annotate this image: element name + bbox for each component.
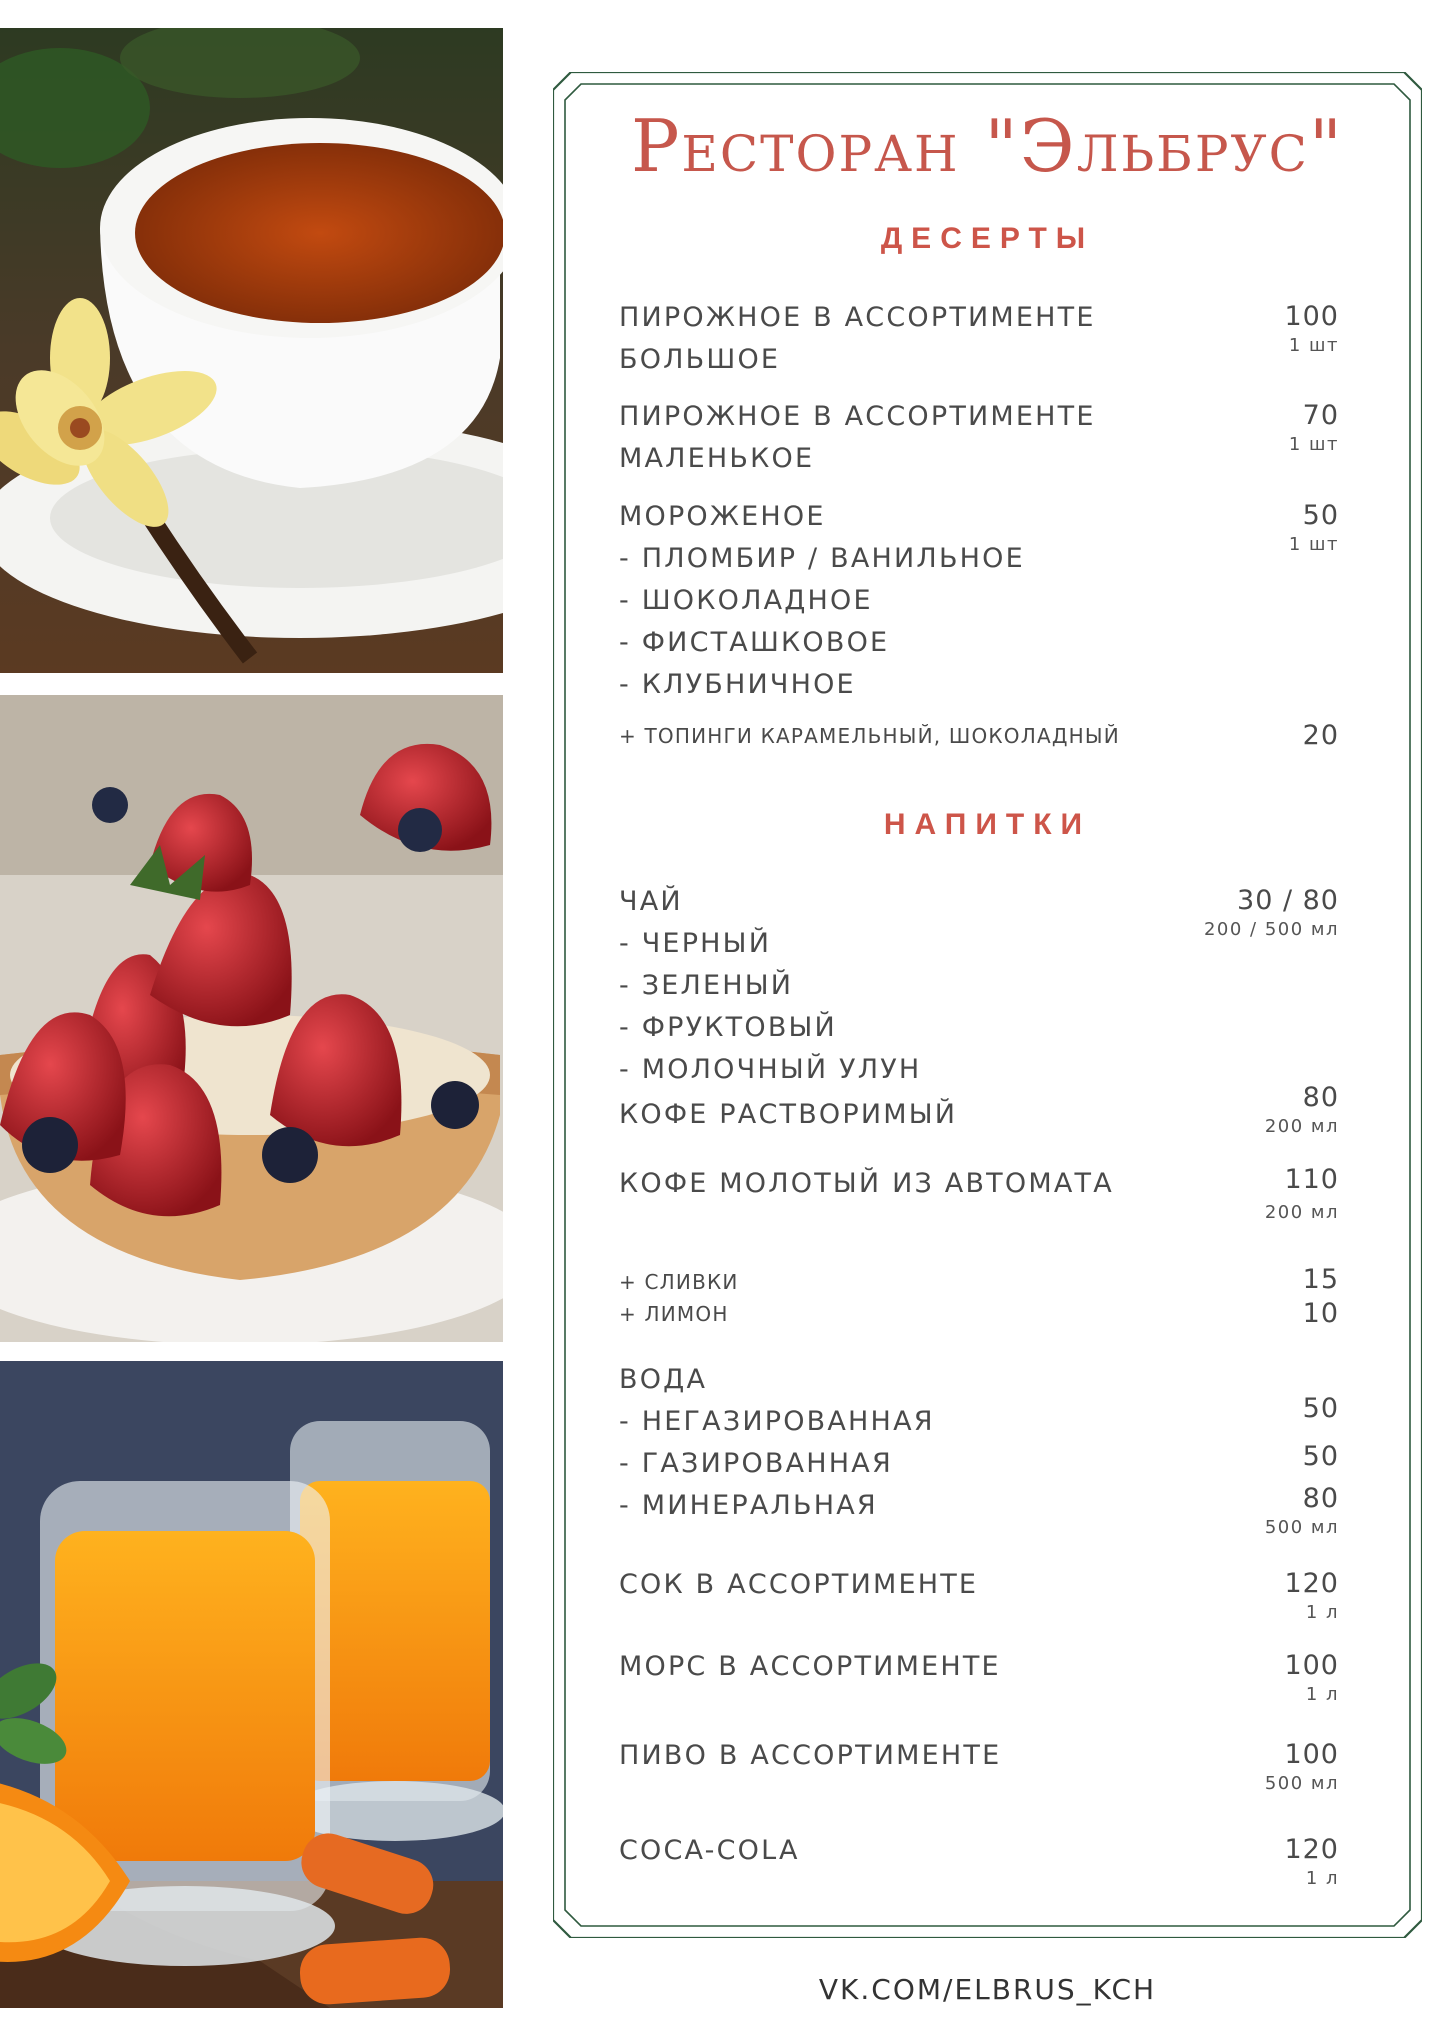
item-unit: 1 л <box>1305 1684 1339 1705</box>
item-name-line: - ФРУКТОВЫЙ <box>619 1012 837 1043</box>
orange-juice-photo <box>0 1361 503 2008</box>
item-price: 50 <box>1302 500 1339 531</box>
item-price: 10 <box>1302 1298 1339 1329</box>
menu-item <box>619 297 1339 381</box>
item-price: 120 <box>1284 1834 1339 1865</box>
item-name-line: + ЛИМОН <box>619 1302 729 1326</box>
item-name-line: ЧАЙ <box>619 886 683 917</box>
menu-item <box>619 1646 1339 1705</box>
item-price-block <box>1289 396 1339 454</box>
item-name-line: - ФИСТАШКОВОЕ <box>619 627 890 658</box>
item-name-line: СОК В АССОРТИМЕНТЕ <box>619 1569 979 1600</box>
item-price-block <box>1284 1564 1339 1622</box>
item-name-line: - ГАЗИРОВАННАЯ <box>619 1448 893 1479</box>
item-name-line: - ПЛОМБИР / ВАНИЛЬНОЕ <box>619 543 1025 574</box>
item-name-line: КОФЕ МОЛОТЫЙ ИЗ АВТОМАТА <box>619 1168 1114 1199</box>
item-name-line: ПИРОЖНОЕ В АССОРТИМЕНТЕ <box>619 302 1096 333</box>
item-unit: 500 мл <box>1264 1517 1339 1538</box>
item-name-line: БОЛЬШОЕ <box>619 344 781 375</box>
item-name-line: ПИВО В АССОРТИМЕНТЕ <box>619 1740 1002 1771</box>
item-name-line: ПИРОЖНОЕ В АССОРТИМЕНТЕ <box>619 401 1096 432</box>
item-price: 100 <box>1284 301 1339 332</box>
item-name-line: - НЕГАЗИРОВАННАЯ <box>619 1406 935 1437</box>
item-price: 80 <box>1302 1483 1339 1514</box>
menu-item <box>619 1082 1339 1137</box>
strawberry-tart-photo <box>0 695 503 1342</box>
item-name-line: МОРС В АССОРТИМЕНТЕ <box>619 1651 1001 1682</box>
item-price: 50 <box>1302 1393 1339 1424</box>
menu-item <box>619 1393 1339 1443</box>
item-price-block <box>1284 1646 1339 1704</box>
item-unit: 1 шт <box>1288 534 1339 555</box>
item-name-line: - МИНЕРАЛЬНАЯ <box>619 1490 878 1521</box>
item-unit: 200 мл <box>1264 1202 1339 1223</box>
item-name-line: КОФЕ РАСТВОРИМЫЙ <box>619 1099 958 1130</box>
item-unit: 200 / 500 мл <box>1203 919 1339 940</box>
section-title-desserts: ДЕСЕРТЫ <box>880 222 1095 255</box>
item-price: 50 <box>1302 1441 1339 1472</box>
menu-item <box>619 1830 1339 1889</box>
restaurant-title: Ресторан "Эльбрус" <box>630 104 1345 188</box>
item-price-block <box>1284 1830 1339 1888</box>
item-price-block <box>1284 297 1339 355</box>
item-price-block <box>1303 716 1339 756</box>
item-price: 80 <box>1302 1082 1339 1113</box>
item-name-line: - ЧЕРНЫЙ <box>619 928 772 959</box>
item-name-line: МАЛЕНЬКОЕ <box>619 443 815 474</box>
item-price: 120 <box>1284 1568 1339 1599</box>
item-name-line: + СЛИВКИ <box>619 1270 739 1294</box>
item-name-line: COCA-COLA <box>619 1835 800 1866</box>
item-name-line: - ШОКОЛАДНОЕ <box>619 585 873 616</box>
item-name-line: МОРОЖЕНОЕ <box>619 501 826 532</box>
tea-cup-photo <box>0 28 503 673</box>
footer-link[interactable]: VK.COM/ELBRUS_KCH <box>818 1973 1157 2006</box>
item-price-block <box>1303 1389 1339 1429</box>
menu-item <box>619 1735 1339 1794</box>
menu-item <box>619 720 1339 752</box>
menu-item <box>619 1564 1339 1623</box>
section-title-drinks: НАПИТКИ <box>883 808 1092 841</box>
menu-item <box>619 1443 1339 1485</box>
menu-item <box>619 1163 1339 1223</box>
item-price-block <box>1289 496 1339 554</box>
item-price-block <box>1303 1294 1339 1334</box>
item-name-line: - КЛУБНИЧНОЕ <box>619 669 856 700</box>
item-unit: 1 л <box>1305 1602 1339 1623</box>
item-price: 100 <box>1284 1739 1339 1770</box>
item-price-block <box>1265 1479 1339 1537</box>
item-price: 30 / 80 <box>1237 885 1339 916</box>
item-unit: 500 мл <box>1264 1773 1339 1794</box>
item-price-block <box>1204 881 1339 939</box>
menu-item <box>619 1266 1339 1298</box>
item-price-block <box>1303 1437 1339 1477</box>
item-name-line: - ЗЕЛЕНЫЙ <box>619 970 794 1001</box>
menu-item <box>619 496 1339 706</box>
item-unit: 1 л <box>1305 1868 1339 1889</box>
item-price: 70 <box>1302 400 1339 431</box>
item-price: 110 <box>1284 1164 1339 1195</box>
item-price-block <box>1265 1078 1339 1136</box>
item-price: 100 <box>1284 1650 1339 1681</box>
menu-card <box>553 72 1422 1938</box>
menu-item <box>619 1483 1339 1538</box>
item-name-line: ВОДА <box>619 1364 708 1395</box>
menu-item <box>619 396 1339 480</box>
item-name-line: - МОЛОЧНЫЙ УЛУН <box>619 1054 922 1085</box>
menu-item <box>619 1298 1339 1330</box>
item-price: 20 <box>1302 720 1339 751</box>
menu-item <box>619 881 1339 1091</box>
item-price-block <box>1265 1735 1339 1793</box>
menu-item <box>619 1359 1339 1401</box>
item-unit: 1 шт <box>1288 335 1339 356</box>
item-unit: 200 мл <box>1264 1116 1339 1137</box>
item-name-line: + ТОПИНГИ КАРАМЕЛЬНЫЙ, ШОКОЛАДНЫЙ <box>619 724 1120 748</box>
item-unit: 1 шт <box>1288 434 1339 455</box>
item-price-block <box>1265 1160 1339 1222</box>
item-price: 15 <box>1302 1264 1339 1295</box>
